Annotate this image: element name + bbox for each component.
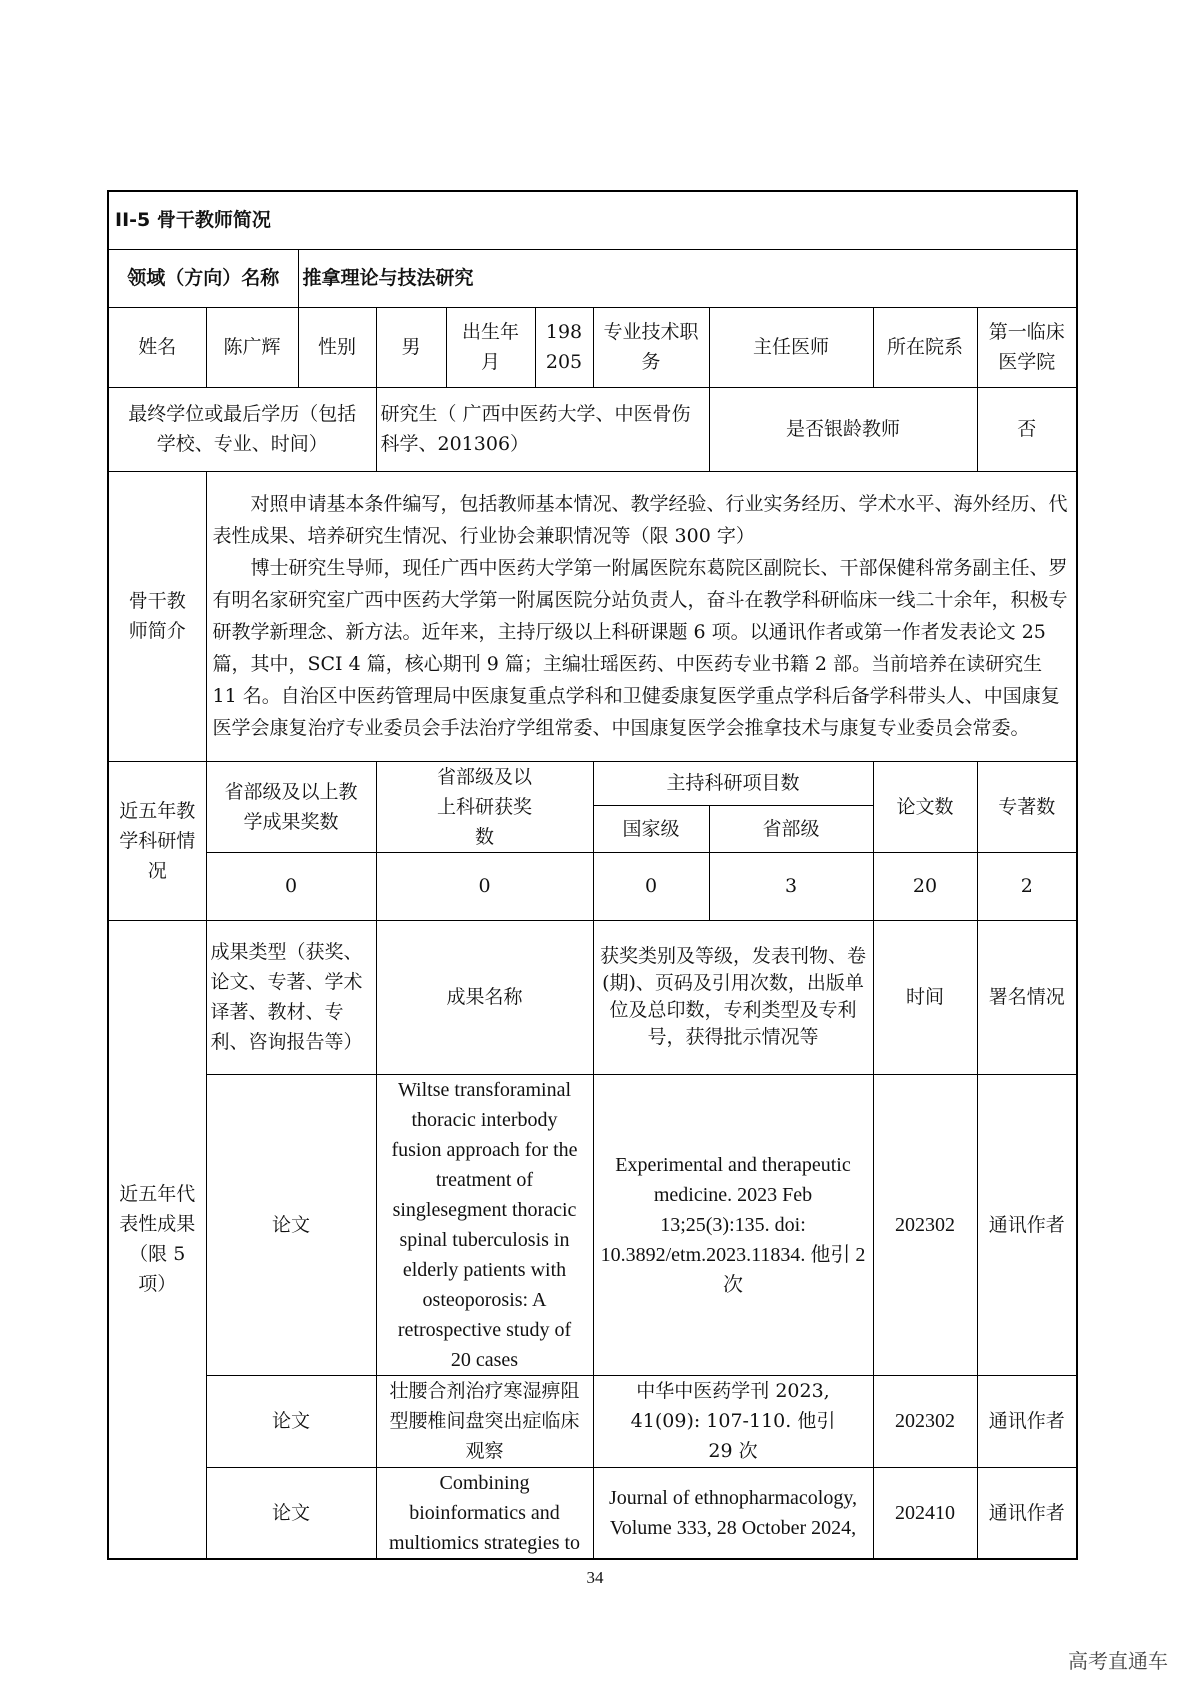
stats-header-row	[108, 761, 1077, 805]
achievement-type: 论文	[206, 1074, 376, 1375]
achievement-name: 壮腰合剂治疗寒湿痹阻型腰椎间盘突出症临床观察	[376, 1375, 593, 1467]
teacher-profile-table	[107, 190, 1078, 1560]
achievement-type: 论文	[206, 1467, 376, 1559]
research-award-value: 0	[376, 852, 593, 920]
stats-label: 近五年教学科研情况	[108, 761, 206, 920]
teaching-award-label: 省部级及以上教学成果奖数	[206, 761, 376, 852]
achievement-name: Wiltse transforaminal thoracic interbody fusion approach for the treatment of singlesegment thoracic spinal tuberculosis in elderly patients with osteoporosis: A retrospective study of 20 cases	[376, 1074, 593, 1375]
field-row	[108, 249, 1077, 307]
achievement-type: 论文	[206, 1375, 376, 1467]
achievements-header-row	[108, 920, 1077, 1074]
title-value: 主任医师	[709, 307, 873, 387]
gender-value: 男	[376, 307, 446, 387]
achievement-detail: Journal of ethnopharmacology, Volume 333, 28 October 2024,	[593, 1467, 873, 1559]
gender-label: 性别	[298, 307, 376, 387]
birth-value: 198205	[535, 307, 593, 387]
silver-label: 是否银龄教师	[709, 387, 977, 471]
achievement-row	[108, 1074, 1077, 1375]
research-award-label: 省部级及以上科研获奖数	[376, 761, 593, 852]
national-label: 国家级	[593, 805, 709, 852]
page-number: 34	[586, 1568, 604, 1587]
papers-label: 论文数	[873, 761, 977, 852]
provincial-label: 省部级	[709, 805, 873, 852]
achievement-time: 202302	[873, 1074, 977, 1375]
achievement-detail: Experimental and therapeutic medicine. 2023 Feb 13;25(3):135. doi: 10.3892/etm.2023.11834. 他引 2 次	[593, 1074, 873, 1375]
achievement-type-header: 成果类型（获奖、论文、专著、学术译著、教材、专利、咨询报告等）	[206, 920, 376, 1074]
achievement-time-header: 时间	[873, 920, 977, 1074]
achievement-detail: 中华中医药学刊 2023, 41(09): 107-110. 他引 29 次	[593, 1375, 873, 1467]
books-label: 专著数	[977, 761, 1077, 852]
achievement-author: 通讯作者	[977, 1467, 1077, 1559]
national-value: 0	[593, 852, 709, 920]
degree-row	[108, 387, 1077, 471]
section-title-row	[108, 191, 1077, 249]
title-label: 专业技术职 务	[593, 307, 709, 387]
achievement-detail-header: 获奖类别及等级，发表刊物、卷(期)、页码及引用次数，出版单位及总印数，专利类型及专利号，获得批示情况等	[593, 920, 873, 1074]
papers-value: 20	[873, 852, 977, 920]
field-value: 推拿理论与技法研究	[298, 249, 1077, 307]
intro-text: 博士研究生导师，现任广西中医药大学第一附属医院东葛院区副院长、干部保健科常务副主任、罗有明名家研究室广西中医药大学第一附属医院分站负责人，奋斗在教学科研临床一线二十余年，积极专研教学新理念、新方法。近年来，主持厅级以上科研课题 6 项。以通讯作者或第一作者发表论文 25 篇，其中，SCI 4 篇，核心期刊 9 篇；主编壮瑶医药、中医药专业书籍 2 部。当前培养在读研究生 11 名。自治区中医药管理局中医康复重点学科和卫健委康复医学重点学科后备学科带头人、中国康复医学会康复治疗专业委员会手法治疗学组常委、中国康复医学会推拿技术与康复专业委员会常委。	[212, 557, 1068, 739]
name-value: 陈广辉	[206, 307, 298, 387]
achievement-row	[108, 1375, 1077, 1467]
intro-label: 骨干教师简介	[108, 471, 206, 761]
achievement-author: 通讯作者	[977, 1074, 1077, 1375]
achievement-time: 202410	[873, 1467, 977, 1559]
achievement-author: 通讯作者	[977, 1375, 1077, 1467]
achievement-row	[108, 1467, 1077, 1559]
profile-row	[108, 307, 1077, 387]
degree-value: 研究生（ 广西中医药大学、中医骨伤科学、201306）	[376, 387, 709, 471]
dept-label: 所在院系	[873, 307, 977, 387]
achievements-label: 近五年代表性成果（限 5 项）	[108, 920, 206, 1559]
silver-value: 否	[977, 387, 1077, 471]
name-label: 姓名	[108, 307, 206, 387]
books-value: 2	[977, 852, 1077, 920]
teaching-award-value: 0	[206, 852, 376, 920]
intro-row	[108, 471, 1077, 761]
field-label: 领域（方向）名称	[108, 249, 298, 307]
intro-body	[206, 471, 1077, 761]
stats-values-row	[108, 852, 1077, 920]
section-title: II-5 骨干教师简况	[108, 191, 1077, 249]
dept-value: 第一临床医学院	[977, 307, 1077, 387]
achievement-name: Combining bioinformatics and multiomics strategies to	[376, 1467, 593, 1559]
intro-instruction: 对照申请基本条件编写，包括教师基本情况、教学经验、行业实务经历、学术水平、海外经历、代表性成果、培养研究生情况、行业协会兼职情况等（限 300 字）	[212, 493, 1068, 547]
projects-label: 主持科研项目数	[593, 761, 873, 805]
achievement-time: 202302	[873, 1375, 977, 1467]
watermark: 高考直通车	[1068, 1649, 1168, 1673]
degree-label: 最终学位或最后学历（包括学校、专业、时间）	[108, 387, 376, 471]
achievement-author-header: 署名情况	[977, 920, 1077, 1074]
provincial-value: 3	[709, 852, 873, 920]
achievement-name-header: 成果名称	[376, 920, 593, 1074]
birth-label: 出生年月	[446, 307, 535, 387]
